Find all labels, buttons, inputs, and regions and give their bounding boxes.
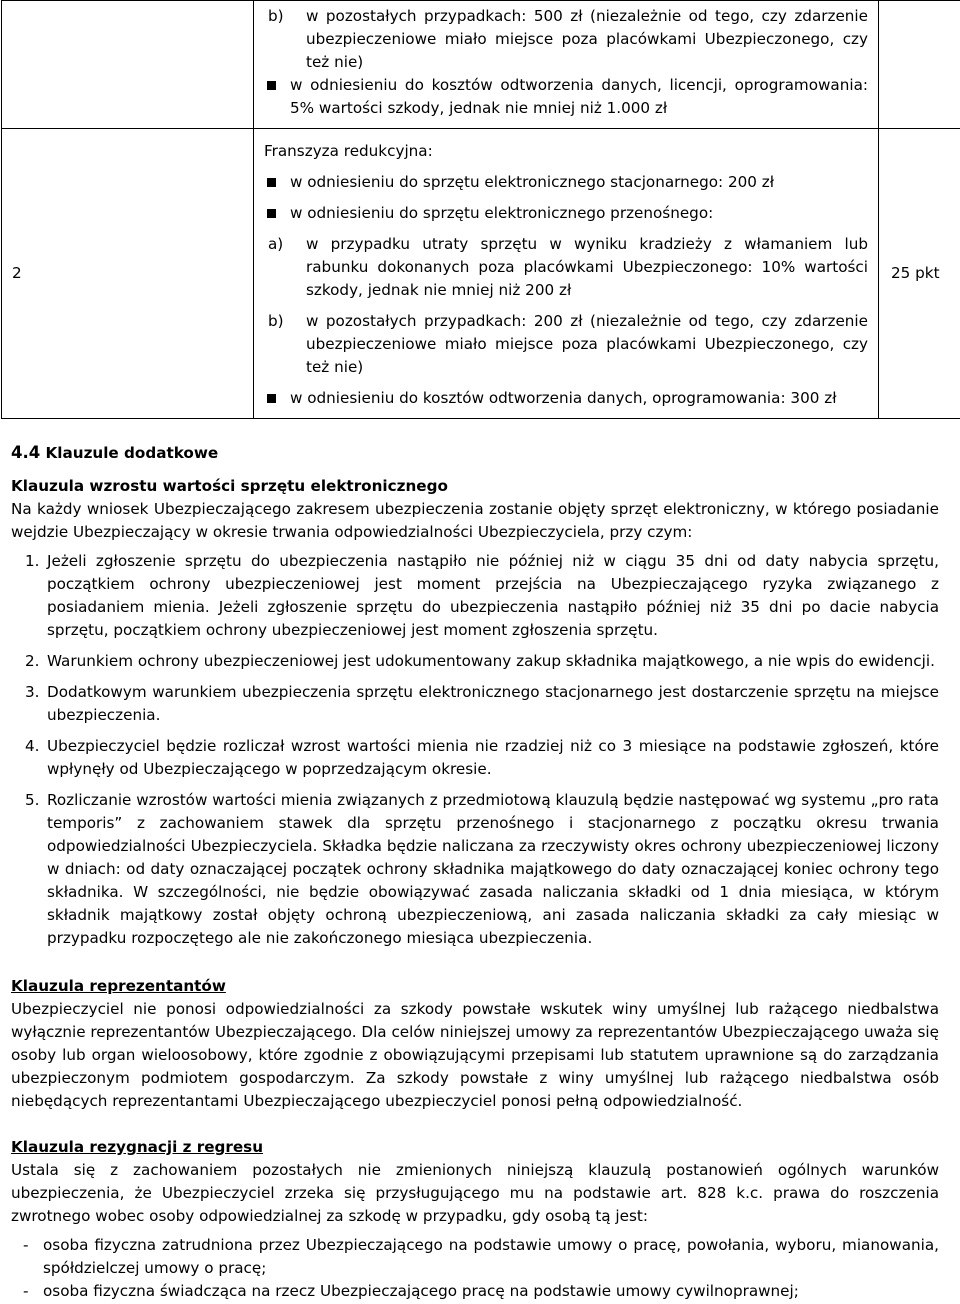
list-item [268, 5, 868, 74]
dash-marker: - [23, 1236, 29, 1254]
item-text: w odniesieniu do sprzętu elektronicznego przenośnego: [290, 204, 714, 222]
clause-intro: Na każdy wniosek Ubezpieczającego zakresem ubezpieczenia zostanie objęty sprzęt elektroniczny, w którego posiadanie wejdzie Ubezpieczający w okresie trwania odpowiedzialności Ubezpieczyciela, przy czym: [11, 500, 939, 541]
list-item [268, 310, 868, 379]
list-item [23, 1234, 939, 1280]
section-number: 4.4 [11, 443, 41, 462]
table-cell-empty [879, 1, 960, 129]
recourse-clause [11, 1136, 939, 1303]
list-item [25, 550, 939, 642]
clause-text: Ubezpieczyciel nie ponosi odpowiedzialności za szkody powstałe wskutek winy umyślnej lub rażącego niedbalstwa wyłącznie reprezentantów Ubezpieczającego. Dla celów niniejszej umowy za reprezentantów Ubezpieczającego uważa się osoby lub organ wieloosobowy, które zgodnie z obowiązującymi przepisami lub statutem uprawnione są do zarządzania ubezpieczonym podmiotem gospodarczym. Za szkody powstałe z winy umyślnej lub rażącego niedbalstwa osób niebędących reprezentantami Ubezpieczającego ubezpieczyciel ponosi pełną odpowiedzialność. [11, 1000, 939, 1110]
item-text: osoba fizyczna świadcząca na rzecz Ubezpieczającego pracę na podstawie umowy cywilnoprawnej; [43, 1282, 799, 1300]
item-text: w odniesieniu do kosztów odtworzenia danych, licencji, oprogramowania: 5% wartości szkody, jednak nie mniej niż 1.000 zł [290, 76, 868, 117]
item-number: 5. [25, 791, 40, 809]
list-item [264, 202, 868, 225]
table-cell-content [254, 1, 879, 129]
list-item [25, 650, 939, 673]
item-text: Jeżeli zgłoszenie sprzętu do ubezpieczenia nastąpiło nie później niż w ciągu 35 dni od daty nabycia sprzętu, początkiem ochrony ubezpieczeniowej jest moment przejścia na Ubezpieczającego ryzyka związanego z posiadaniem mienia. Jeżeli zgłoszenie sprzętu do ubezpieczenia nastąpiło później niż 35 dni po dacie nabycia sprzętu, początkiem ochrony ubezpieczeniowej jest moment zgłoszenia sprzętu. [47, 552, 939, 639]
item-text: w pozostałych przypadkach: 500 zł (niezależnie od tego, czy zdarzenie ubezpieczeniowe miało miejsce poza placówkami Ubezpieczonego, czy też nie) [306, 7, 868, 71]
table-cell-empty [2, 1, 254, 129]
table-row [2, 1, 960, 129]
dash-marker: - [23, 1282, 29, 1300]
square-bullet-icon [267, 81, 276, 90]
list-item [25, 735, 939, 781]
clause-title: Klauzula wzrostu wartości sprzętu elektronicznego [11, 477, 448, 495]
item-text: Warunkiem ochrony ubezpieczeniowej jest udokumentowany zakup składnika majątkowego, a nie wpis do ewidencji. [47, 652, 935, 670]
item-label: b) [268, 7, 284, 25]
list-item [264, 387, 868, 410]
item-text: Dodatkowym warunkiem ubezpieczenia sprzętu elektronicznego stacjonarnego jest dostarczenie sprzętu na miejsce ubezpieczenia. [47, 683, 939, 724]
square-bullet-icon [267, 209, 276, 218]
row-number: 2 [2, 129, 254, 419]
item-label: b) [268, 312, 284, 330]
item-text: w przypadku utraty sprzętu w wyniku kradzieży z włamaniem lub rabunku dokonanych poza placówkami Ubezpieczonego: 10% wartości szkody, jednak nie mniej niż 200 zł [306, 235, 868, 299]
item-number: 3. [25, 683, 40, 701]
section-content [11, 441, 939, 950]
item-number: 2. [25, 652, 40, 670]
representatives-clause [11, 975, 939, 1113]
list-item [25, 789, 939, 950]
section-heading [11, 441, 939, 465]
item-text: Rozliczanie wzrostów wartości mienia związanych z przedmiotową klauzulą będzie następować wg systemu „pro rata temporis” z zachowaniem stawek dla sprzętu przenośnego i stacjonarnego z początku okresu trwania odpowiedzialności Ubezpieczyciela. Składka będzie naliczana za rzeczywisty okres ochrony ubezpieczeniowej liczony w dniach: od daty oznaczającej początek ochrony składnika majątkowego do daty oznaczającej koniec ochrony tego składnika. W szczególności, nie będzie obowiązywać zasada naliczania składki od 1 dnia miesiąca, w którym składnik majątkowy został objęty ochroną ubezpieczeniową, ani zasada naliczania składki za cały miesiąc w przypadku rozpoczętego ale nie zakończonego miesiąca ubezpieczenia. [47, 791, 939, 947]
points-value: 25 pkt [879, 129, 960, 419]
item-number: 1. [25, 552, 40, 570]
list-item [23, 1280, 939, 1303]
item-text: w pozostałych przypadkach: 200 zł (niezależnie od tego, czy zdarzenie ubezpieczeniowe miało miejsce poza placówkami Ubezpieczonego, czy też nie) [306, 312, 868, 376]
franchise-table [1, 0, 960, 419]
item-text: w odniesieniu do sprzętu elektronicznego stacjonarnego: 200 zł [290, 173, 775, 191]
section-title: Klauzule dodatkowe [45, 444, 219, 462]
list-item [264, 74, 868, 120]
clause-text: Ustala się z zachowaniem pozostałych nie zmienionych niniejszą klauzulą postanowień ogólnych warunków ubezpieczenia, że Ubezpieczyciel zrzeka się przysługującego mu na podstawie art. 828 k.c. prawa do roszczenia zwrotnego wobec osoby odpowiedzialnej za szkodę w przypadku, gdy osobą tą jest: [11, 1161, 939, 1225]
item-text: w odniesieniu do kosztów odtworzenia danych, oprogramowania: 300 zł [290, 389, 837, 407]
numbered-list [11, 550, 939, 950]
list-item [268, 233, 868, 302]
item-text: osoba fizyczna zatrudniona przez Ubezpieczającego na podstawie umowy o pracę, powołania, wyboru, mianowania, spółdzielczej umowy o pracę; [43, 1236, 939, 1277]
clause-title: Klauzula reprezentantów [11, 977, 226, 995]
clause-title: Klauzula rezygnacji z regresu [11, 1138, 264, 1156]
list-item [25, 681, 939, 727]
item-text: Ubezpieczyciel będzie rozliczał wzrost wartości mienia nie rzadziej niż co 3 miesiące na podstawie zgłoszeń, które wpłynęły od Ubezpieczającego w poprzedzającym okresie. [47, 737, 939, 778]
square-bullet-icon [267, 178, 276, 187]
list-item [264, 171, 868, 194]
item-number: 4. [25, 737, 40, 755]
table-row [2, 129, 960, 419]
square-bullet-icon [267, 394, 276, 403]
franchise-heading: Franszyza redukcyjna: [264, 142, 433, 160]
item-label: a) [268, 235, 284, 253]
table-cell-content [254, 129, 879, 419]
